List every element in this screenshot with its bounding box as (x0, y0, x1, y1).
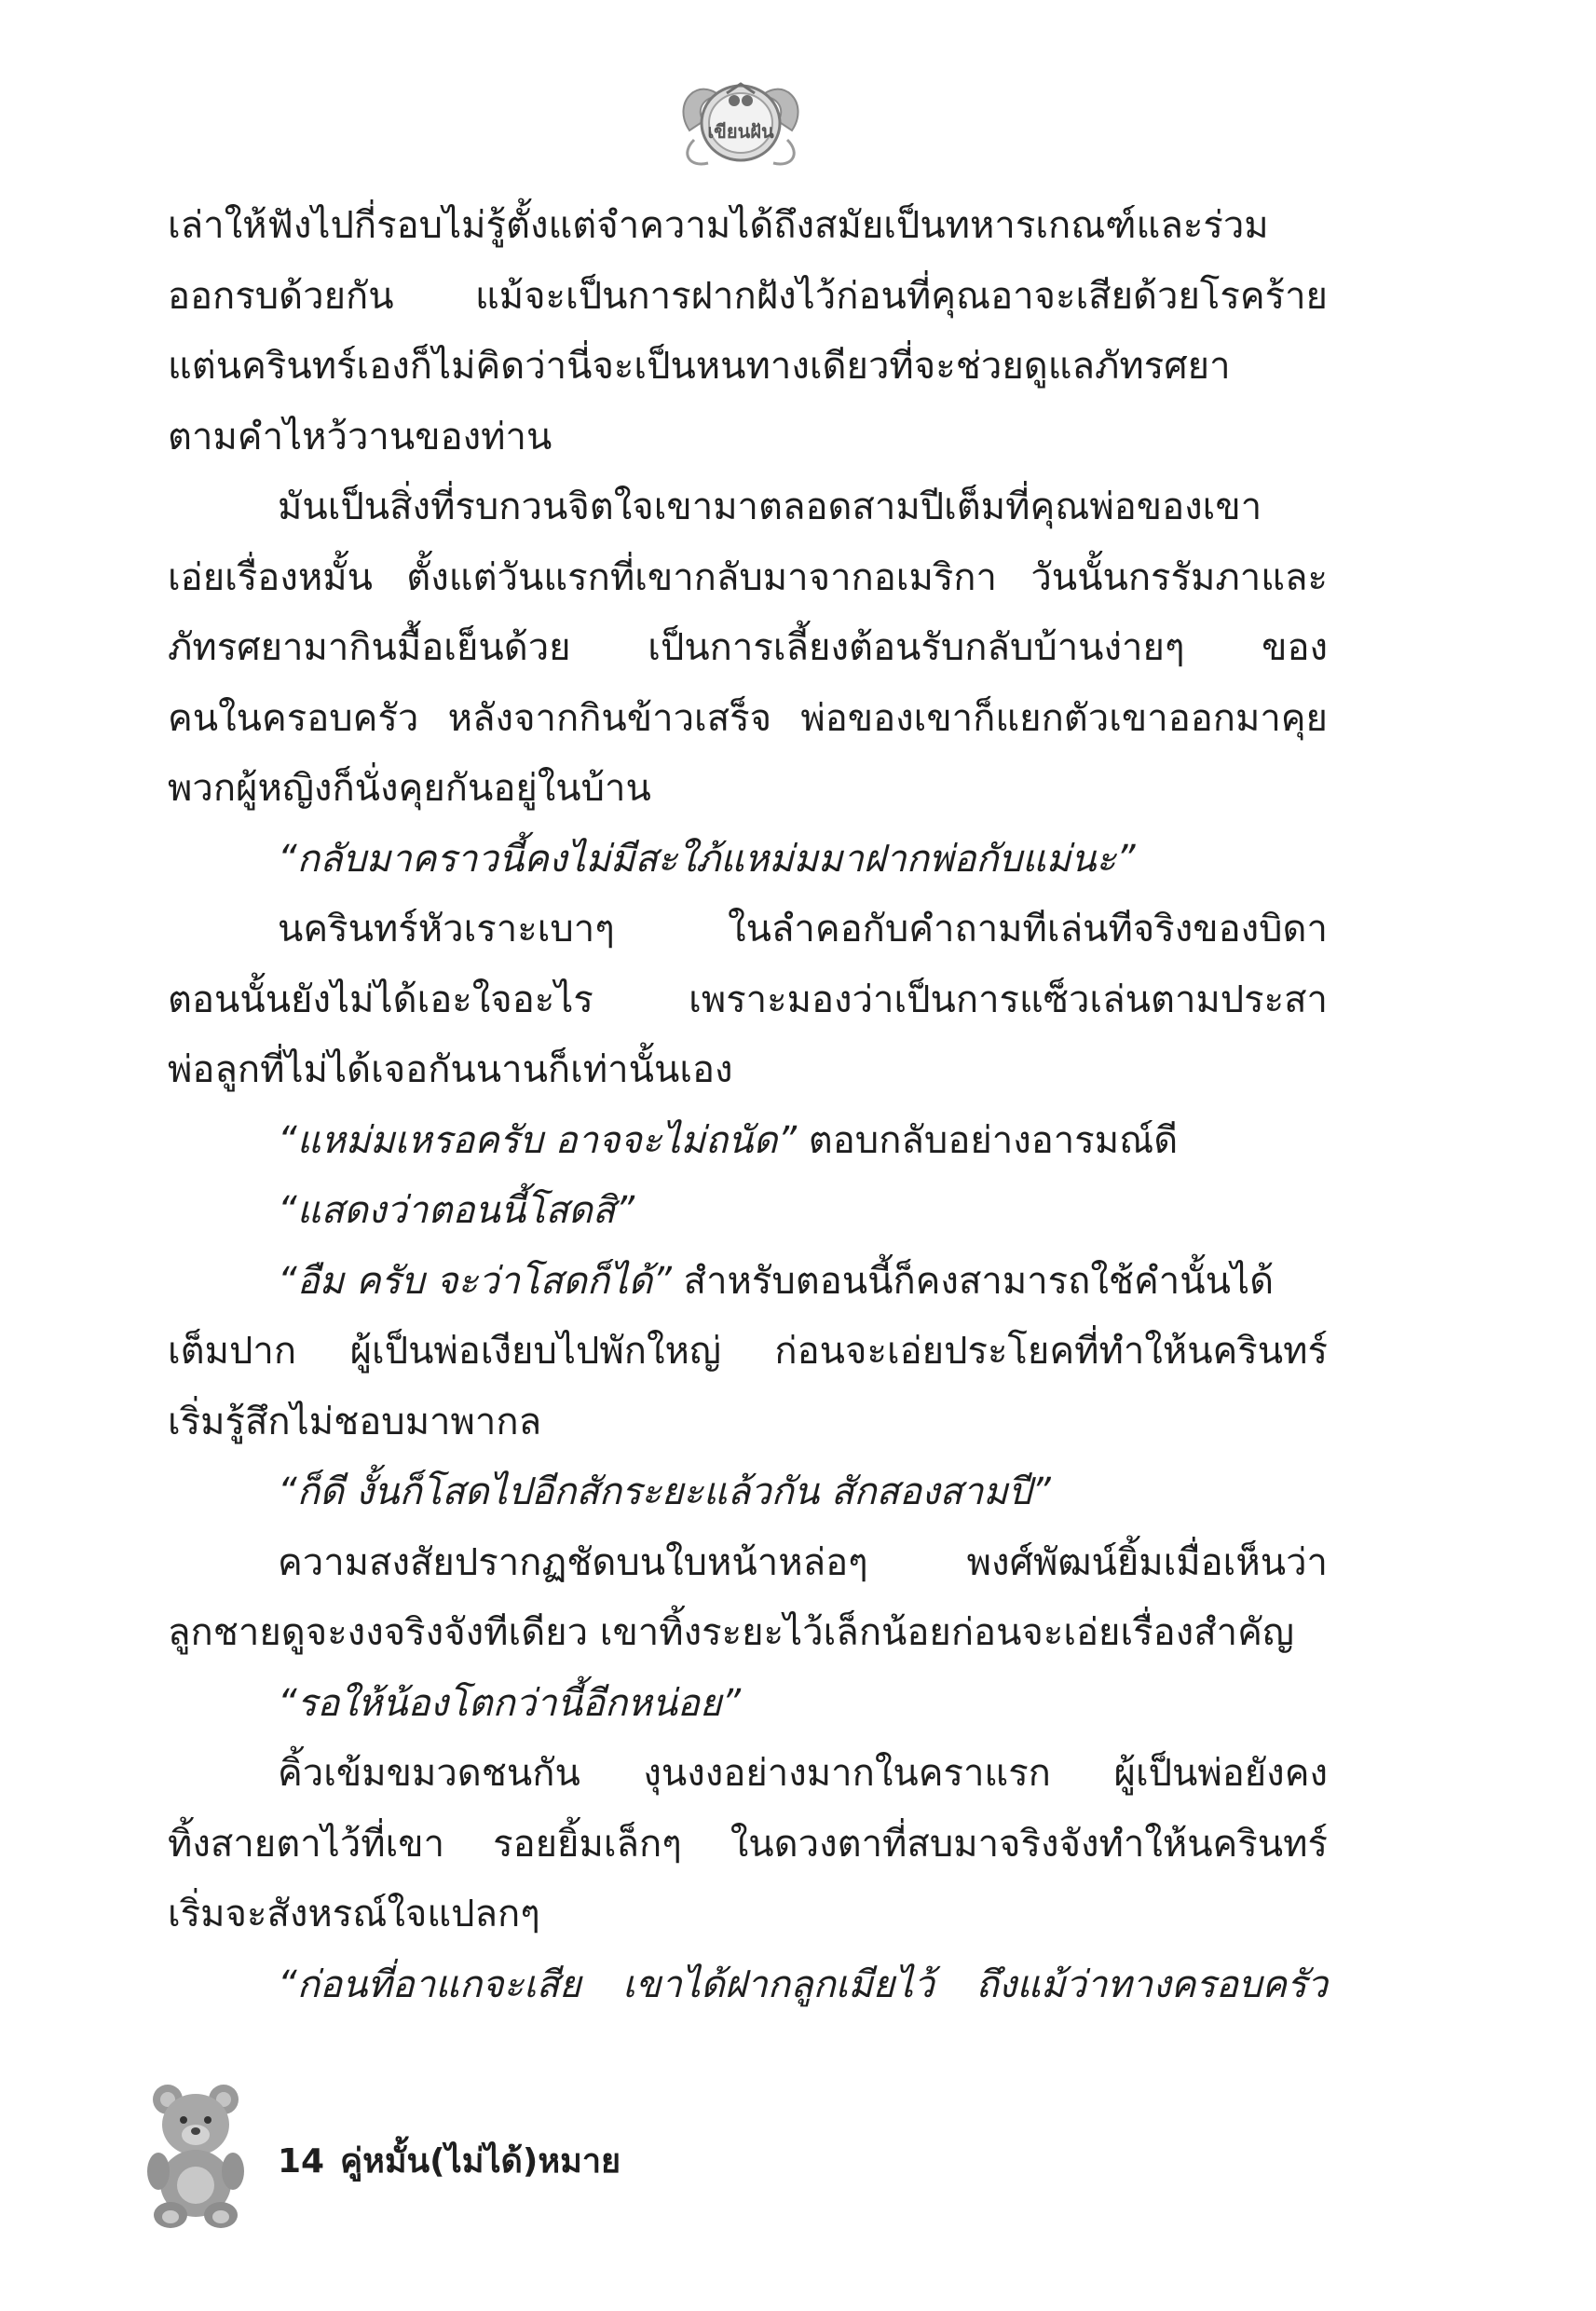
paragraph-line: ตอนนั้นยังไม่ได้เอะใจอะไร เพราะมองว่าเป็นการแซ็วเล่นตามประสา (168, 978, 1328, 1021)
dialogue-line: “กลับมาคราวนี้คงไม่มีสะใภ้แหม่มมาฝากพ่อกับแม่นะ” (278, 837, 1136, 881)
dialogue-quote: “อืม ครับ จะว่าโสดก็ได้” (278, 1259, 672, 1303)
teddy-bear-icon (140, 2073, 252, 2232)
paragraph-line: พวกผู้หญิงก็นั่งคุยกันอยู่ในบ้าน (168, 767, 651, 810)
page-number: 14 (278, 2142, 325, 2181)
dialogue-line (168, 1106, 1328, 1177)
paragraph-line: เริ่มรู้สึกไม่ชอบมาพากล (168, 1400, 542, 1443)
paragraph-line: แต่นครินทร์เองก็ไม่คิดว่านี่จะเป็นหนทางเดียวที่จะช่วยดูแลภัทรศยา (168, 345, 1231, 388)
paragraph-line: พ่อลูกที่ไม่ได้เจอกันนานก็เท่านั้นเอง (168, 1048, 733, 1091)
ornamental-logo-icon (671, 65, 811, 177)
paragraph-line: คิ้วเข้มขมวดชนกัน งุนงงอย่างมากในคราแรก ผู้เป็นพ่อยังคง (278, 1752, 1328, 1795)
dialogue-line: “รอให้น้องโตกว่านี้อีกหน่อย” (278, 1681, 742, 1725)
paragraph-line: มันเป็นสิ่งที่รบกวนจิตใจเขามาตลอดสามปีเต็มที่คุณพ่อของเขา (278, 485, 1262, 528)
chapter-text (168, 191, 1328, 2020)
paragraph-line: ออกรบด้วยกัน แม้จะเป็นการฝากฝังไว้ก่อนที่คุณอาจะเสียด้วยโรคร้าย (168, 274, 1328, 318)
publisher-logo (671, 65, 811, 177)
paragraph-line: เอ่ยเรื่องหมั้น ตั้งแต่วันแรกที่เขากลับมาจากอเมริกา วันนั้นกรรัมภาและ (168, 555, 1328, 599)
paragraph-line: นครินทร์หัวเราะเบาๆ ในลำคอกับคำถามทีเล่นทีจริงของบิดา (278, 908, 1328, 950)
logo-text: เขียนฝัน (707, 120, 774, 143)
paragraph-line: ภัทรศยามากินมื้อเย็นด้วย เป็นการเลี้ยงต้อนรับกลับบ้านง่ายๆ ของ (168, 626, 1328, 669)
dialogue-line: “ก่อนที่อาแกจะเสีย เขาได้ฝากลูกเมียไว้ ถึงแม้ว่าทางครอบครัว (278, 1962, 1328, 2006)
paragraph-line: ตามคำไหว้วานของท่าน (168, 415, 552, 458)
dialogue-line (168, 1247, 1328, 1318)
dialogue-narration: ตอบกลับอย่างอารมณ์ดี (797, 1118, 1179, 1162)
paragraph-line: ทิ้งสายตาไว้ที่เขา รอยยิ้มเล็กๆ ในดวงตาที่สบมาจริงจังทำให้นครินทร์ (168, 1822, 1328, 1866)
page-footer (140, 2073, 699, 2232)
paragraph-line: ลูกชายดูจะงงจริงจังทีเดียว เขาทิ้งระยะไว้เล็กน้อยก่อนจะเอ่ยเรื่องสำคัญ (168, 1611, 1294, 1654)
paragraph-line: เริ่มจะสังหรณ์ใจแปลกๆ (168, 1893, 540, 1935)
dialogue-quote: “แหม่มเหรอครับ อาจจะไม่ถนัด” (278, 1118, 798, 1162)
paragraph-line: เล่าให้ฟังไปกี่รอบไม่รู้ตั้งแต่จำความได้ถึงสมัยเป็นทหารเกณฑ์และร่วม (168, 204, 1269, 247)
book-title: คู่หมั้น(ไม่ได้)หมาย (340, 2142, 621, 2181)
paragraph-line: ความสงสัยปรากฏชัดบนใบหน้าหล่อๆ พงศ์พัฒน์ยิ้มเมื่อเห็นว่า (278, 1540, 1328, 1584)
paragraph-line: เต็มปาก ผู้เป็นพ่อเงียบไปพักใหญ่ ก่อนจะเอ่ยประโยคที่ทำให้นครินทร์ (168, 1330, 1328, 1373)
dialogue-narration: สำหรับตอนนี้ก็คงสามารถใช้คำนั้นได้ (671, 1259, 1275, 1303)
dialogue-line: “ก็ดี งั้นก็โสดไปอีกสักระยะแล้วกัน สักสองสามปี” (278, 1470, 1051, 1513)
paragraph-line: คนในครอบครัว หลังจากกินข้าวเสร็จ พ่อของเขาก็แยกตัวเขาออกมาคุย (168, 696, 1328, 740)
dialogue-line: “แสดงว่าตอนนี้โสดสิ” (278, 1189, 635, 1232)
